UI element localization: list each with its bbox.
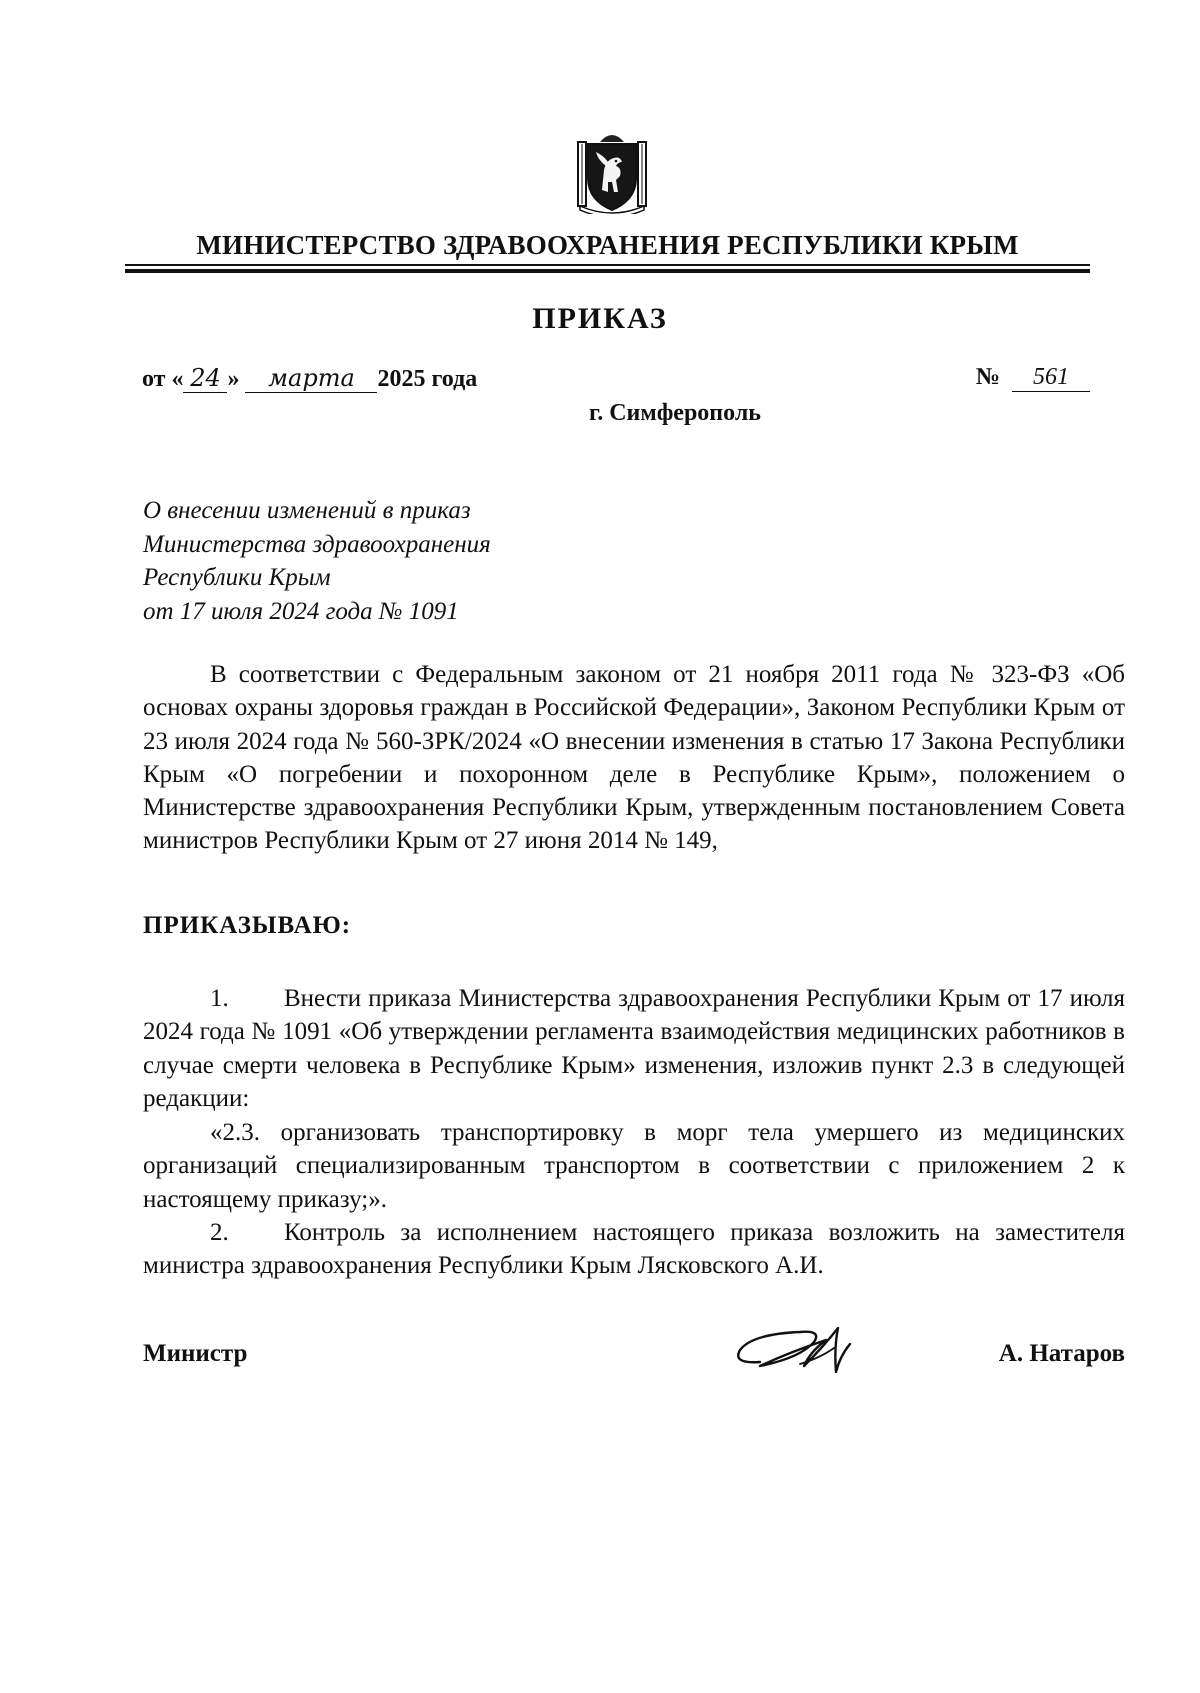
crimea-coat-of-arms-icon [576, 130, 648, 214]
order-date [142, 364, 477, 393]
header-rule-thin [125, 264, 1090, 266]
order-number [976, 364, 1090, 392]
item-number: 1. [210, 985, 229, 1012]
date-year: 2025 года [377, 366, 478, 392]
signatory-name: А. Натаров [998, 1340, 1125, 1367]
preamble-paragraph: В соответствии с Федеральным законом от 21 ноября 2011 года № 323-ФЗ «Об основах охраны здоровья граждан в Российской Федерации», Законом Республики Крым от 23 июля 2024 года № 560-ЗРК/2024 «О внесении изменения в статью 17 Закона Республики Крым «О погребении и похоронном деле в Республике Крым», положением о Министерстве здравоохранения Республики Крым, утвержденным постановлением Совета министров Республики Крым от 27 июня 2014 № 149, [143, 661, 1125, 855]
subject-line: от 17 июля 2024 года № 1091 [143, 597, 459, 625]
date-prefix: от « [142, 366, 184, 392]
date-day: 24 [183, 364, 227, 393]
subject-line: Министерства здравоохранения [143, 530, 491, 558]
quoted-clause: «2.3. организовать транспортировку в морг тела умершего из медицинских организаций специализированным транспортом в соответствии с приложением 2 к настоящему приказу;». [143, 1119, 1125, 1213]
document-subject [143, 494, 491, 628]
subject-line: О внесении изменений в приказ [143, 497, 471, 524]
signatory-title: Министр [143, 1340, 248, 1367]
order-item-2 [143, 1216, 1125, 1283]
order-word: ПРИКАЗЫВАЮ: [143, 912, 352, 939]
item-text: Внести приказа Министерства здравоохранения Республики Крым от 17 июля 2024 года № 1091 «Об утверждении регламента взаимодействия медицинских работников в случае смерти человека в Республике Крым» изменения, изложив пункт 2.3 в следующей редакции: [143, 985, 1125, 1112]
header-rule-thick [125, 269, 1090, 273]
ministry-name: МИНИСТЕРСТВО ЗДРАВООХРАНЕНИЯ РЕСПУБЛИКИ КРЫМ [196, 230, 1019, 260]
item-text: Контроль за исполнением настоящего приказа возложить на заместителя министра здравоохранения Республики Крым Лясковского А.И. [143, 1219, 1125, 1280]
document-title: ПРИКАЗ [532, 302, 668, 335]
city: г. Симферополь [589, 400, 761, 426]
number-value: 561 [1012, 364, 1090, 392]
number-label: № [975, 364, 1000, 390]
date-mid: » [227, 366, 240, 392]
date-month: марта [245, 364, 377, 393]
handwritten-signature-icon [730, 1318, 890, 1388]
item-number: 2. [210, 1219, 229, 1246]
order-item-1 [143, 982, 1125, 1115]
subject-line: Республики Крым [143, 564, 331, 591]
